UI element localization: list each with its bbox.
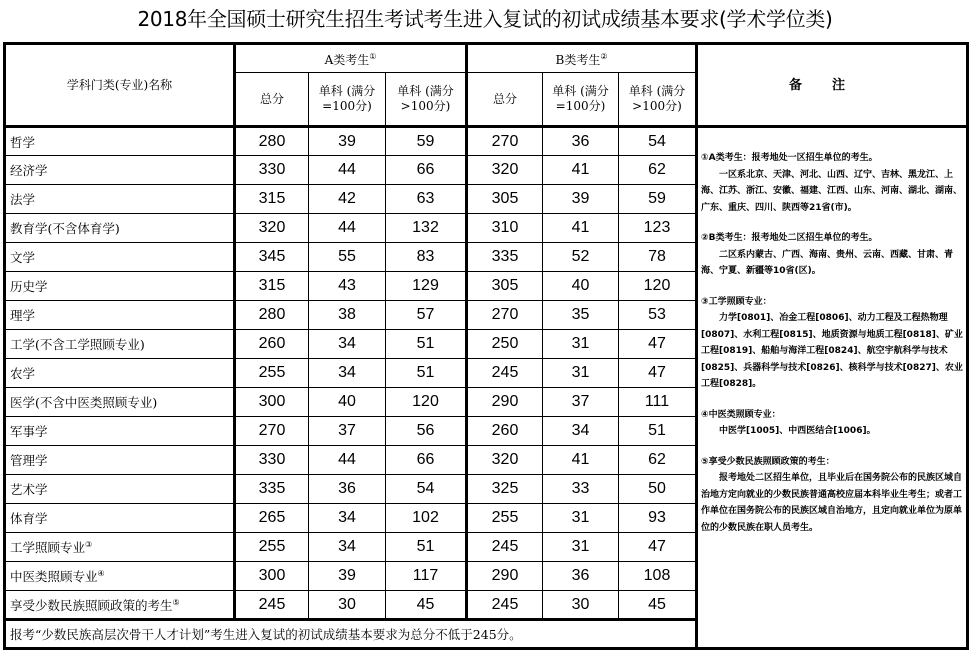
footnote-mark: ⑤	[172, 597, 180, 607]
score-a-gt100: 66	[386, 446, 467, 475]
b-single-gt100-header: 单科 (满分 >100分)	[619, 73, 697, 127]
score-a-total: 315	[235, 185, 309, 214]
score-b-gt100: 47	[619, 359, 697, 388]
score-b-100: 40	[543, 272, 619, 301]
a-single-gt100-header: 单科 (满分 >100分)	[386, 73, 467, 127]
remark-note-body: 一区系北京、天津、河北、山西、辽宁、吉林、黑龙江、上海、江苏、浙江、安徽、福建、江西、山东、河南、湖北、湖南、广东、重庆、四川、陕西等21省(市)。	[701, 169, 963, 213]
score-b-100: 31	[543, 504, 619, 533]
subject-name: 工学照顾专业③	[5, 533, 235, 562]
score-a-100: 39	[309, 562, 386, 591]
score-b-100: 36	[543, 127, 619, 156]
score-b-100: 31	[543, 359, 619, 388]
score-b-gt100: 62	[619, 156, 697, 185]
remark-note-body: 二区系内蒙古、广西、海南、贵州、云南、西藏、甘肃、青海、宁夏、新疆等10省(区)。	[701, 249, 954, 276]
score-b-gt100: 53	[619, 301, 697, 330]
remark-note	[701, 407, 964, 440]
remark-note-heading: ⑤享受少数民族照顾政策的考生：	[701, 456, 835, 467]
score-a-gt100: 51	[386, 359, 467, 388]
table-row	[5, 127, 968, 156]
b-single-100-header: 单科 (满分 =100分)	[543, 73, 619, 127]
subject-name: 经济学	[5, 156, 235, 185]
page-title: 2018年全国硕士研究生招生考试考生进入复试的初试成绩基本要求(学术学位类)	[137, 7, 833, 31]
score-b-gt100: 108	[619, 562, 697, 591]
score-b-100: 34	[543, 417, 619, 446]
score-b-gt100: 78	[619, 243, 697, 272]
score-b-total: 290	[467, 388, 543, 417]
score-a-total: 260	[235, 330, 309, 359]
remark-note	[701, 230, 964, 280]
score-b-gt100: 54	[619, 127, 697, 156]
group-a-header: A类考生①	[235, 44, 467, 73]
subject-name: 管理学	[5, 446, 235, 475]
score-a-total: 330	[235, 446, 309, 475]
score-b-total: 250	[467, 330, 543, 359]
remark-note	[701, 294, 964, 393]
score-a-100: 34	[309, 504, 386, 533]
group-b-header: B类考生②	[467, 44, 697, 73]
subject-name: 艺术学	[5, 475, 235, 504]
score-b-gt100: 59	[619, 185, 697, 214]
score-a-gt100: 56	[386, 417, 467, 446]
score-b-100: 30	[543, 591, 619, 620]
subject-name: 军事学	[5, 417, 235, 446]
subject-name: 享受少数民族照顾政策的考生⑤	[5, 591, 235, 620]
subject-name: 中医类照顾专业④	[5, 562, 235, 591]
score-a-total: 300	[235, 562, 309, 591]
score-b-gt100: 93	[619, 504, 697, 533]
subject-name: 文学	[5, 243, 235, 272]
score-a-total: 345	[235, 243, 309, 272]
score-a-total: 255	[235, 533, 309, 562]
subject-name: 历史学	[5, 272, 235, 301]
score-a-total: 280	[235, 127, 309, 156]
score-b-total: 320	[467, 446, 543, 475]
score-a-gt100: 117	[386, 562, 467, 591]
score-a-gt100: 102	[386, 504, 467, 533]
remark-note-body: 中医学[1005]、中西医结合[1006]。	[719, 426, 876, 436]
remarks-cell	[697, 127, 968, 649]
score-a-total: 330	[235, 156, 309, 185]
score-b-100: 31	[543, 533, 619, 562]
score-a-100: 38	[309, 301, 386, 330]
score-b-100: 35	[543, 301, 619, 330]
remarks-header: 备注	[697, 44, 968, 127]
score-a-100: 34	[309, 359, 386, 388]
score-a-total: 245	[235, 591, 309, 620]
footer-note: 报考“少数民族高层次骨干人才计划”考生进入复试的初试成绩基本要求为总分不低于245分。	[5, 620, 697, 649]
subject-column-header: 学科门类(专业)名称	[5, 44, 235, 127]
remark-note-heading: ④中医类照顾专业：	[701, 409, 781, 420]
score-b-total: 335	[467, 243, 543, 272]
score-a-gt100: 59	[386, 127, 467, 156]
score-b-total: 270	[467, 301, 543, 330]
score-b-100: 39	[543, 185, 619, 214]
remark-note	[701, 150, 964, 216]
score-a-total: 320	[235, 214, 309, 243]
remark-note-heading: ①A类考生：报考地处一区招生单位的考生。	[701, 153, 878, 163]
score-b-total: 320	[467, 156, 543, 185]
score-a-100: 44	[309, 214, 386, 243]
score-a-total: 255	[235, 359, 309, 388]
score-b-total: 245	[467, 533, 543, 562]
score-a-total: 300	[235, 388, 309, 417]
remark-note-body: 力学[0801]、冶金工程[0806]、动力工程及工程热物理[0807]、水利工程[0815]、地质资源与地质工程[0818]、矿业工程[0819]、船舶与海洋工程[0824]、航空宇航科学与技术[0825]、兵器科学与技术[0826]、核科学与技术[0827]、农业工程[0828]。	[701, 313, 963, 389]
score-b-100: 41	[543, 156, 619, 185]
score-a-100: 43	[309, 272, 386, 301]
score-a-gt100: 51	[386, 330, 467, 359]
score-a-gt100: 66	[386, 156, 467, 185]
score-b-gt100: 45	[619, 591, 697, 620]
score-b-100: 41	[543, 214, 619, 243]
a-total-header: 总分	[235, 73, 309, 127]
score-a-100: 55	[309, 243, 386, 272]
score-b-total: 305	[467, 185, 543, 214]
footnote-mark: ④	[97, 568, 105, 578]
score-b-total: 245	[467, 591, 543, 620]
score-b-total: 245	[467, 359, 543, 388]
score-b-gt100: 120	[619, 272, 697, 301]
score-b-total: 255	[467, 504, 543, 533]
score-b-total: 310	[467, 214, 543, 243]
subject-name: 理学	[5, 301, 235, 330]
score-b-total: 325	[467, 475, 543, 504]
score-a-100: 44	[309, 446, 386, 475]
score-a-total: 315	[235, 272, 309, 301]
score-a-100: 37	[309, 417, 386, 446]
score-b-total: 260	[467, 417, 543, 446]
score-b-gt100: 51	[619, 417, 697, 446]
score-b-100: 36	[543, 562, 619, 591]
remark-note-heading: ③工学照顾专业：	[701, 296, 772, 307]
score-b-100: 41	[543, 446, 619, 475]
remark-note	[701, 454, 964, 537]
score-a-gt100: 120	[386, 388, 467, 417]
score-b-total: 270	[467, 127, 543, 156]
score-a-gt100: 129	[386, 272, 467, 301]
remark-note-body: 报考地处二区招生单位，且毕业后在国务院公布的民族区域自治地方定向就业的少数民族普通高校应届本科毕业生考生；或者工作单位在国务院公布的民族区域自治地方，且定向就业单位为原单位的少数民族在职人员考生。	[701, 473, 963, 533]
b-total-header: 总分	[467, 73, 543, 127]
score-b-total: 290	[467, 562, 543, 591]
score-a-100: 36	[309, 475, 386, 504]
score-a-100: 44	[309, 156, 386, 185]
subject-name: 工学(不含工学照顾专业)	[5, 330, 235, 359]
score-a-100: 34	[309, 533, 386, 562]
footnote-mark: ③	[85, 539, 93, 549]
subject-name: 农学	[5, 359, 235, 388]
score-a-gt100: 132	[386, 214, 467, 243]
score-a-total: 265	[235, 504, 309, 533]
score-a-gt100: 57	[386, 301, 467, 330]
score-b-gt100: 123	[619, 214, 697, 243]
score-a-100: 40	[309, 388, 386, 417]
subject-name: 教育学(不含体育学)	[5, 214, 235, 243]
score-b-100: 52	[543, 243, 619, 272]
score-b-100: 31	[543, 330, 619, 359]
score-a-100: 34	[309, 330, 386, 359]
score-a-gt100: 83	[386, 243, 467, 272]
score-a-gt100: 45	[386, 591, 467, 620]
score-b-gt100: 50	[619, 475, 697, 504]
score-a-100: 42	[309, 185, 386, 214]
subject-name: 体育学	[5, 504, 235, 533]
score-b-100: 37	[543, 388, 619, 417]
score-a-gt100: 51	[386, 533, 467, 562]
score-a-total: 280	[235, 301, 309, 330]
subject-name: 哲学	[5, 127, 235, 156]
score-a-total: 335	[235, 475, 309, 504]
score-a-gt100: 63	[386, 185, 467, 214]
score-a-100: 39	[309, 127, 386, 156]
score-b-total: 305	[467, 272, 543, 301]
score-a-total: 270	[235, 417, 309, 446]
score-b-100: 33	[543, 475, 619, 504]
score-b-gt100: 47	[619, 330, 697, 359]
a-single-100-header: 单科 (满分 =100分)	[309, 73, 386, 127]
score-b-gt100: 62	[619, 446, 697, 475]
score-b-gt100: 47	[619, 533, 697, 562]
score-a-100: 30	[309, 591, 386, 620]
remark-note-heading: ②B类考生：报考地处二区招生单位的考生。	[701, 233, 878, 243]
subject-name: 医学(不含中医类照顾专业)	[5, 388, 235, 417]
score-requirements-table	[3, 42, 969, 650]
score-a-gt100: 54	[386, 475, 467, 504]
subject-name: 法学	[5, 185, 235, 214]
score-b-gt100: 111	[619, 388, 697, 417]
